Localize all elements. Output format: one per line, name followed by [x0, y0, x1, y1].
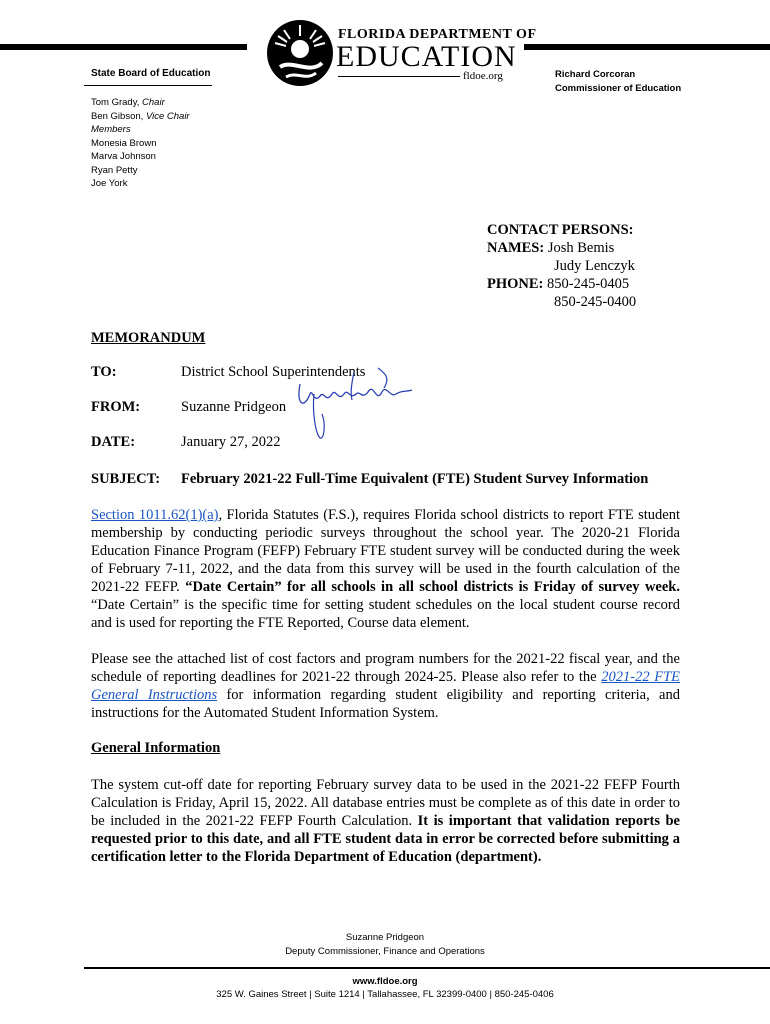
names-label: NAMES:: [487, 240, 545, 256]
body-paragraph-3: The system cut-off date for reporting February survey data to be used in the 2021-22 FEFP Fourth Calculation is Friday, April 15, 2022. All database entries must be complete as of this date in order to be included in the 2021-22 FEFP Fourth Calculation. It is important that validation reports be requested prior to this date, and all FTE student data in error be corrected before submitting a certification letter to the Florida Department of Education (department).: [91, 777, 680, 865]
logo-top-text: FLORIDA DEPARTMENT OF: [338, 27, 537, 42]
board-member: Members: [91, 124, 131, 135]
body-paragraph-1: Section 1011.62(1)(a), Florida Statutes (F.S.), requires Florida school districts to report FTE student membership by conducting periodic surveys throughout the school year. The 2020-21 Florida Education Finance Program (FEFP) February FTE student survey will be conducted during the week of February 7-11, 2022, and the data from this survey will be used in the fourth calculation of the 2021-22 FEFP. “Date Certain” for all schools in all school districts is Friday of survey week. “Date Certain” is the specific time for setting student schedules on the local student course record and is used for reporting the FTE Reported, Course data element.: [91, 507, 680, 631]
contact-name: Judy Lenczyk: [554, 258, 635, 274]
header-rule-left: [0, 44, 247, 50]
footer-sig-name: Suzanne Pridgeon: [345, 932, 425, 943]
memo-to-value: District School Superintendents: [181, 364, 366, 380]
board-member: Ryan Petty: [91, 164, 138, 176]
body-paragraph-2: Please see the attached list of cost factors and program numbers for the 2021-22 fiscal year, and the schedule of reporting deadlines for 2021-22 through 2024-25. Please also refer to the 2021-22 FTE General Instructions for information regarding student eligibility and reporting criteria, and instructions for the Automated Student Information System.: [91, 651, 681, 721]
phone-label: PHONE:: [487, 276, 544, 292]
contact-phone: 850-245-0405: [547, 276, 630, 292]
logo-underline: [338, 76, 460, 77]
board-member: Ben Gibson, Vice Chair: [91, 110, 190, 122]
footer-rule: [84, 967, 770, 969]
fldoe-seal-logo-icon: [266, 19, 334, 87]
board-member: Marva Johnson: [91, 151, 156, 162]
board-title: State Board of Education: [91, 68, 211, 79]
footer-signature-block: [0, 931, 770, 959]
memo-title: MEMORANDUM: [91, 330, 206, 346]
contact-block: [487, 221, 636, 311]
commissioner-title: Commissioner of Education: [555, 83, 682, 94]
statute-link[interactable]: Section 1011.62(1)(a): [91, 507, 219, 523]
contact-title: CONTACT PERSONS:: [487, 222, 634, 238]
memo-date-label: DATE:: [91, 434, 136, 450]
logo-main-text: EDUCATION: [336, 40, 517, 73]
contact-name: Josh Bemis: [547, 240, 615, 256]
footer-url: www.fldoe.org: [352, 976, 418, 987]
board-members-list: [91, 96, 190, 191]
commissioner-block: [555, 68, 681, 96]
memo-from: [91, 399, 286, 416]
memo-from-value: Suzanne Pridgeon: [181, 399, 287, 415]
footer-address: 325 W. Gaines Street | Suite 1214 | Tallahassee, FL 32399-0400 | 850-245-0406: [216, 989, 554, 1000]
fte-instructions-link[interactable]: 2021-22 FTE General Instructions: [91, 669, 681, 703]
logo-url: fldoe.org: [463, 70, 503, 82]
memo-to-label: TO:: [91, 364, 117, 380]
memo-subject-label: SUBJECT:: [91, 471, 161, 487]
memo-date-value: January 27, 2022: [181, 434, 281, 450]
general-information-heading: General Information: [91, 740, 221, 756]
memo-subject: [91, 471, 648, 488]
memo-subject-value: February 2021-22 Full-Time Equivalent (FTE) Student Survey Information: [181, 471, 649, 487]
memo-date: [91, 434, 280, 451]
commissioner-name: Richard Corcoran: [555, 69, 636, 80]
contact-phone: 850-245-0400: [554, 294, 637, 310]
handwritten-signature: [294, 364, 414, 442]
header-rule-right: [524, 44, 770, 50]
board-member: Monesia Brown: [91, 137, 157, 149]
footer-sig-title: Deputy Commissioner, Finance and Operations: [285, 946, 485, 957]
board-rule: [84, 85, 212, 86]
memo-from-label: FROM:: [91, 399, 141, 415]
board-member: Joe York: [91, 178, 128, 189]
board-member: Tom Grady, Chair: [91, 97, 165, 108]
